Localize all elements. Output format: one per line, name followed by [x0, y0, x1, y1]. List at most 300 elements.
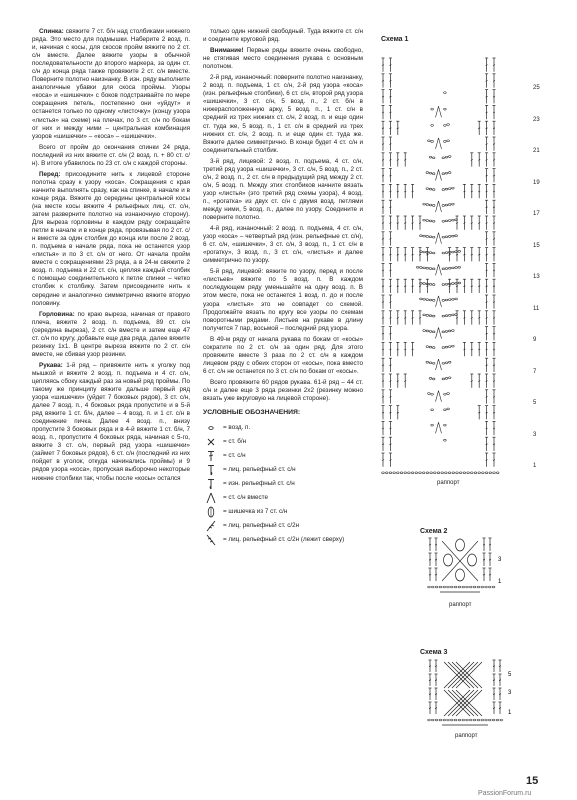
- dc-symbol: [478, 374, 481, 388]
- chain-symbol: [462, 586, 465, 588]
- dc-symbol: [389, 216, 392, 230]
- legend-item: [203, 534, 363, 546]
- scheme2-rapport-label: раппорт: [449, 602, 472, 608]
- chain-symbol: [432, 284, 435, 286]
- fork-symbol: [439, 422, 442, 433]
- chain-symbol: [432, 268, 435, 270]
- paragraph-heading: Внимание!: [210, 47, 244, 55]
- chain-symbol: [426, 330, 429, 332]
- chain-symbol: [426, 314, 429, 316]
- chain-symbol: [428, 393, 431, 395]
- dc-symbol: [478, 121, 481, 135]
- dc-symbol: [389, 200, 392, 214]
- dc-symbol: [429, 688, 432, 700]
- dc-symbol: [382, 74, 385, 88]
- chain-symbol: [445, 377, 448, 379]
- dc-symbol: [493, 263, 496, 277]
- dc-symbol: [499, 660, 502, 672]
- chain-symbol: [445, 346, 448, 348]
- dc-symbol: [396, 374, 399, 388]
- chain-symbol: [432, 362, 435, 364]
- dc-symbol: [382, 295, 385, 309]
- chain-symbol: [445, 331, 448, 333]
- chain-symbol: [432, 205, 435, 207]
- dc-symbol: [389, 279, 392, 293]
- dc-symbol: [389, 421, 392, 435]
- dc-symbol: [485, 248, 488, 262]
- dc-symbol: [411, 311, 414, 325]
- dc-symbol: [463, 216, 466, 230]
- dc-symbol: [493, 121, 496, 135]
- chain-symbol: [426, 236, 429, 238]
- dc-symbol: [404, 216, 407, 230]
- fork-symbol: [436, 138, 439, 149]
- chain-symbol: [432, 299, 435, 301]
- legend: [203, 409, 363, 546]
- dc-symbol: [485, 232, 488, 246]
- scheme1-diagram: [377, 44, 527, 474]
- fork-symbol: [439, 201, 442, 212]
- dc-symbol: [382, 248, 385, 262]
- dc-symbol: [396, 406, 399, 420]
- chain-symbol: [448, 267, 451, 269]
- chain-symbol: [432, 586, 435, 588]
- chain-symbol: [452, 235, 455, 237]
- chain-symbol: [435, 719, 438, 721]
- fork-symbol: [439, 328, 442, 339]
- chain-symbol: [428, 719, 431, 721]
- scheme2-title: Схема 2: [420, 528, 448, 535]
- chain-symbol: [448, 346, 451, 348]
- chain-symbol: [385, 472, 388, 474]
- paragraph-text: свяжите 7 ст. б/н над столбиками нижнего ряда. Это место для подмышки. Наберите 2 возд. п. и, начиная с косы, для скосов пройм вяжите по 2 ст. с/н вместе. Далее вяжите узоры в обычной последовательности до второго маркера, за один ст. с/н до конца ряда также провяжите 2 ст. с/н вместе. Поверните полотно наизнанку. В изн. ряду выполните аналогичные убавки для скоса проймы. Узоры «коса» и «шишечки» с боков подстраивайте по мере сокращения петель, постепенно они «уйдут» и останется только по одному «листочку» (концу узора «листья» на схеме) на плечах, по 3 ст. с/н по бокам от них и между ними – центральная комбинация узоров «шишечки» – «коса» – «шишечки».: [32, 28, 190, 140]
- scheme2-row-number: 3: [498, 557, 502, 563]
- fork-symbol: [439, 264, 442, 275]
- chain-symbol: [448, 330, 451, 332]
- chain-symbol: [432, 331, 435, 333]
- dc-symbol: [493, 327, 496, 341]
- chain-symbol: [448, 172, 451, 174]
- chain-symbol: [452, 298, 455, 300]
- chain-symbol: [455, 298, 458, 300]
- dc-symbol: [470, 311, 473, 325]
- dc-symbol: [419, 216, 422, 230]
- chain-symbol: [437, 472, 440, 474]
- dc-symbol: [389, 184, 392, 198]
- back-post-dc-icon: [203, 478, 219, 490]
- dc-symbol: [485, 358, 488, 372]
- chain-symbol: [448, 188, 451, 190]
- dc-symbol: [448, 248, 451, 262]
- chain-symbol: [445, 236, 448, 238]
- paragraph: [203, 47, 363, 71]
- dc-symbol: [382, 406, 385, 420]
- legend-label: = лиц. рельефный ст. с/н: [223, 466, 296, 474]
- dc-symbol: [485, 279, 488, 293]
- legend-item: [203, 520, 363, 532]
- chain-symbol: [444, 124, 447, 126]
- chain-symbol: [458, 586, 461, 588]
- dc-symbol: [485, 342, 488, 356]
- dc-symbol: [382, 358, 385, 372]
- chain-symbol: [429, 283, 432, 285]
- dc-symbol: [463, 279, 466, 293]
- dc-symbol: [382, 390, 385, 404]
- dc-symbol: [382, 279, 385, 293]
- paragraph: [203, 74, 363, 154]
- dc-symbol: [435, 688, 438, 700]
- dc-symbol: [419, 279, 422, 293]
- chain-symbol: [442, 378, 445, 380]
- paragraph: [203, 28, 363, 44]
- dc-symbol: [485, 169, 488, 183]
- dc-symbol: [485, 406, 488, 420]
- chain-symbol: [455, 267, 458, 269]
- chain-symbol: [481, 586, 484, 588]
- dc-symbol: [489, 538, 492, 551]
- chain-symbol: [434, 472, 437, 474]
- dc-symbol: [389, 232, 392, 246]
- chain-symbol: [429, 172, 432, 174]
- legend-label: = лиц. рельефный ст. с/2н (лежит сверху): [223, 536, 345, 544]
- dc-symbol: [499, 674, 502, 686]
- dc-symbol: [389, 90, 392, 104]
- dc-symbol: [382, 216, 385, 230]
- scheme1-title: Схема 1: [381, 36, 409, 43]
- chain-symbol: [496, 472, 499, 474]
- chain-symbol: [445, 283, 448, 285]
- chain-symbol: [397, 472, 400, 474]
- scheme3-rapport-label: раппорт: [455, 733, 478, 739]
- dc-symbol: [389, 248, 392, 262]
- paragraph-heading: Горловина:: [39, 310, 75, 318]
- chain-symbol: [442, 347, 445, 349]
- fork-symbol: [436, 296, 439, 307]
- chain-symbol: [445, 315, 448, 317]
- dc-symbol: [389, 437, 392, 451]
- chain-symbol: [444, 108, 447, 110]
- paragraph-text: Всего провяжите 60 рядов рукава. 61-й ряд – 44 ст. с/н и далее еще 3 ряда резинки 2х2 (резинку можно вязать уже вкруговую на лицевой стороне).: [203, 378, 363, 403]
- scheme3-row-number: 1: [508, 710, 512, 716]
- dc-symbol: [382, 90, 385, 104]
- dc-symbol: [485, 153, 488, 167]
- paragraph: [203, 225, 363, 265]
- dc-symbol: [435, 553, 438, 566]
- dc-symbol: [478, 216, 481, 230]
- chain-symbol: [448, 220, 451, 222]
- chain-symbol: [420, 298, 423, 300]
- paragraph-heading: Спинка:: [39, 28, 64, 35]
- chain-symbol: [454, 586, 457, 588]
- legend-label: = ст. с/н: [223, 452, 246, 460]
- chain-symbol: [445, 299, 448, 301]
- chain-symbol: [432, 252, 435, 254]
- dc-symbol: [389, 121, 392, 135]
- chain-symbol: [441, 472, 444, 474]
- chain-symbol: [431, 108, 434, 110]
- chain-symbol: [492, 586, 495, 588]
- chain-symbol: [447, 393, 450, 395]
- scheme1-row-number: 23: [533, 116, 540, 123]
- legend-item: [203, 506, 363, 518]
- front-post-dc-icon: [203, 464, 219, 476]
- dc-symbol: [493, 216, 496, 230]
- paragraph-text: 2-й ряд, изнаночный: поверните полотно наизнанку, 2 возд. п. подъема, 1 ст. с/н, 2-й ряд узора «коса» (изн. рельефные столбики), 6 ст. с/н, второй ряд узора «шишечки», 3 ст. с/н, 5 возд. п., 2 ст. б/н в нижерасположенную арку, 5 возд. п., 1 ст. с/н в средний из трех нижних ст. с/н, 2 возд. п. и еще один ст. туда же, 5 возд. п., 1 ст. с/н в средний из трех нижних ст. с/н, 2 возд. п. и еще один ст. туда же. Вяжите далее симметрично. В конце будет 4 ст. с/н и соединительный столбик.: [203, 74, 363, 154]
- paragraph-text: Первые ряды вяжите очень свободно, не стягивая место соединения рукава с основным полотном.: [203, 47, 363, 71]
- dc-symbol: [499, 702, 502, 714]
- dc-symbol: [485, 421, 488, 435]
- dc-symbol: [396, 311, 399, 325]
- paragraph-text: Всего от пройм до окончания спинки 24 ряда, последний из них вяжите ст. с/н (2 возд. п. + 80 ст. с/н). В итоге убавилось по 23 ст. с/н с каждой стороны.: [32, 143, 190, 167]
- dc-symbol: [389, 169, 392, 183]
- scheme3-diagram: [426, 658, 516, 728]
- dc-symbol: [485, 327, 488, 341]
- chain-symbol: [452, 203, 455, 205]
- chain-symbol: [492, 719, 495, 721]
- dc-symbol: [419, 311, 422, 325]
- dc-symbol: [404, 153, 407, 167]
- dc-symbol: [456, 311, 459, 325]
- dc-symbol: [483, 538, 486, 551]
- dc-symbol: [396, 153, 399, 167]
- dc-symbol: [493, 374, 496, 388]
- chain-symbol: [432, 719, 435, 721]
- dc-symbol: [404, 184, 407, 198]
- dc-symbol: [429, 674, 432, 686]
- chain-symbol: [444, 141, 447, 143]
- scheme1-row-number: 9: [533, 337, 537, 343]
- dc-symbol: [485, 184, 488, 198]
- dc-symbol: [493, 453, 496, 467]
- chain-symbol: [473, 586, 476, 588]
- dc-symbol: [463, 248, 466, 262]
- chain-symbol: [447, 586, 450, 588]
- dc-symbol: [382, 311, 385, 325]
- chain-symbol: [445, 220, 448, 222]
- dc-symbol: [382, 437, 385, 451]
- dc-symbol: [435, 538, 438, 551]
- dc-symbol: [493, 232, 496, 246]
- dc-symbol: [463, 311, 466, 325]
- chain-symbol: [452, 472, 455, 474]
- chain-symbol: [447, 408, 450, 410]
- chain-symbol: [432, 378, 435, 380]
- dc-symbol: [478, 279, 481, 293]
- dc-symbol: [382, 169, 385, 183]
- chain-symbol: [448, 314, 451, 316]
- chain-symbol: [458, 250, 461, 252]
- legend-label: = шишечка из 7 ст. с/н: [223, 508, 288, 516]
- chain-symbol: [420, 235, 423, 237]
- dc-symbol: [382, 327, 385, 341]
- chain-symbol: [485, 719, 488, 721]
- chain-symbol: [496, 719, 499, 721]
- chain-symbol: [442, 252, 445, 254]
- scheme3-row-number: 3: [508, 690, 512, 696]
- dc-symbol: [493, 58, 496, 72]
- dc-symbol: [396, 184, 399, 198]
- dc-symbol: [382, 153, 385, 167]
- chain-symbol: [442, 268, 445, 270]
- scheme2-row-number: 1: [498, 579, 502, 585]
- scheme1-row-number: 19: [533, 179, 540, 186]
- fork-symbol: [439, 106, 442, 117]
- chain-symbol: [471, 472, 474, 474]
- dc-symbol: [404, 279, 407, 293]
- text-column-left: [32, 28, 190, 486]
- chain-symbol: [463, 472, 466, 474]
- dc-symbol: [396, 248, 399, 262]
- dc-symbol: [470, 374, 473, 388]
- chain-symbol: [445, 204, 448, 206]
- dc-symbol: [493, 153, 496, 167]
- dc-symbol: [493, 311, 496, 325]
- chain-symbol: [429, 331, 432, 333]
- chain-symbol: [478, 472, 481, 474]
- dc-symbol: [426, 248, 429, 262]
- chain-symbol: [429, 252, 432, 254]
- scheme3-row-number: 5: [508, 672, 512, 678]
- scheme1-row-number: 1: [533, 463, 537, 469]
- chain-symbol: [442, 284, 445, 286]
- chain-symbol: [445, 472, 448, 474]
- dc-symbol: [389, 342, 392, 356]
- fork-symbol: [439, 170, 442, 181]
- chain-symbol: [419, 472, 422, 474]
- scheme2-diagram: [426, 537, 506, 597]
- chain-symbol: [432, 236, 435, 238]
- legend-label: = ст. с/н вместе: [223, 494, 268, 502]
- dc-symbol: [483, 568, 486, 581]
- dc-symbol: [389, 406, 392, 420]
- dc-symbol: [485, 74, 488, 88]
- chain-symbol: [404, 472, 407, 474]
- dc-symbol: [389, 358, 392, 372]
- dc-symbol: [489, 553, 492, 566]
- paragraph-text: 1-й ряд – привяжите нить к уголку под мышкой и вяжите 2 возд. п. подъема и 4 ст. с/н, цепляясь сбоку каждый раз за новый ряд проймы. По такому же принципу вяжите дальше первый ряд узора «шишечки» (уйдет 7 боковых рядов), 3 ст. с/н, далее 7 возд. п., 4 боковых ряда пропустите и в 5-й ряд вяжите 1 ст. б/н, далее – 4 возд. п. и 1 ст. с/н в соединение пичка. Далее 4 возд. п., внизу пропустите 3 боковых ряда и в 4-й вяжите 1 ст. б/н, 7 возд. п., пропустите 4 боковых ряда, начиная с 5-го, вяжите 3 ст. с/н, первый ряд узора «шишечки» (займет 7 боковых рядов), 6 ст. с/н (последний из них пойдет в уголок, откуда начинались проймы) и 9 рядов узора «коса», пропуская выборочно некоторые нижние столбики так, чтобы после «косы» остался: [32, 361, 190, 482]
- chain-symbol: [459, 472, 462, 474]
- scheme3-title: Схема 3: [420, 649, 448, 656]
- dc-symbol: [382, 263, 385, 277]
- dc-symbol: [493, 74, 496, 88]
- chain-symbol: [432, 189, 435, 191]
- chain-symbol: [426, 267, 429, 269]
- paragraph: [32, 171, 190, 308]
- legend-item: [203, 450, 363, 462]
- chain-symbol: [400, 472, 403, 474]
- chain-symbol: [432, 315, 435, 317]
- dc-symbol: [493, 90, 496, 104]
- dc-symbol: [426, 279, 429, 293]
- chain-symbol: [470, 586, 473, 588]
- chain-symbol: [458, 719, 461, 721]
- legend-item: [203, 478, 363, 490]
- chain-symbol: [467, 472, 470, 474]
- dc-symbol: [493, 702, 496, 714]
- dc-symbol: [382, 421, 385, 435]
- fork-symbol: [439, 233, 442, 244]
- chain-symbol: [474, 472, 477, 474]
- dc-symbol: [493, 169, 496, 183]
- dc-symbol: [389, 105, 392, 119]
- chain-symbol: [423, 235, 426, 237]
- fork-symbol: [439, 296, 442, 307]
- chain-symbol: [458, 266, 461, 268]
- fork-symbol: [436, 422, 439, 433]
- chain-symbol: [422, 472, 425, 474]
- dc-symbol: [404, 248, 407, 262]
- dc-symbol: [411, 184, 414, 198]
- chain-symbol: [448, 472, 451, 474]
- dc-symbol: [389, 374, 392, 388]
- chain-symbol: [454, 719, 457, 721]
- chain-symbol: [452, 219, 455, 221]
- chain-symbol: [432, 173, 435, 175]
- chain-symbol: [448, 156, 451, 158]
- dc-symbol: [485, 90, 488, 104]
- dc-symbol: [493, 184, 496, 198]
- chain-symbol: [431, 393, 434, 395]
- dc-symbol: [493, 406, 496, 420]
- chain-symbol: [452, 283, 455, 285]
- dc-symbol: [435, 660, 438, 672]
- paragraph-text: 4-й ряд, изнаночный: 2 возд. п. подъема, 4 ст. с/н, узор «коса» – четвертый ряд (изн. рельефные ст. с/н), 6 ст. с/н, «шишечки», 3 ст. с/н, 3 возд. п., 1 ст. с/н в «рогатку», 3 возд. п., 3 ст. с/н, «листья» и далее симметрично по узору.: [203, 225, 363, 265]
- dc-symbol: [493, 358, 496, 372]
- paragraph-text: В 49-м ряду от начала рукава по бокам от «косы» сократите по 2 ст. с/н за один ряд. Для этого провяжите вместе 3 раза по 2 ст. с/н в каждом лицевом ряду с обеих сторон от «косы», пока вместо 6 ст. с/н не останется по 3 ст. с/н по бокам от «косы».: [203, 335, 363, 375]
- chain-symbol: [447, 124, 450, 126]
- dc-symbol: [493, 660, 496, 672]
- chain-symbol: [445, 188, 448, 190]
- paragraph-text: 3-й ряд, лицевой: 2 возд. п. подъема, 4 ст. с/н, третий ряд узора «шишечки», 3 ст. с/н, 5 возд. п., 2 ст. с/н, 2 возд. п., 2 ст. с/н в предыдущий ряд между 2 ст. с/н, 5 возд. п. Между этих столбиков начните вязать узор «листья» (это третий ряд схемы узора), 4 возд. п., «рогатка» из двух ст. с/н с двумя возд. петлями между ними, 5 возд. п., далее по узору. Соедините и поверните полотно.: [203, 157, 363, 222]
- chain-symbol: [482, 472, 485, 474]
- dc-symbol: [429, 660, 432, 672]
- dc-symbol: [478, 311, 481, 325]
- paragraph: [203, 158, 363, 222]
- chain-symbol: [426, 204, 429, 206]
- dc-symbol: [485, 263, 488, 277]
- chain-symbol: [443, 586, 446, 588]
- chain-symbol: [423, 267, 426, 269]
- dc-symbol: [478, 406, 481, 420]
- dc-symbol: [389, 453, 392, 467]
- dc-symbol: [493, 295, 496, 309]
- chain-symbol: [481, 719, 484, 721]
- dc-symbol: [456, 248, 459, 262]
- dc-symbol: [404, 342, 407, 356]
- dc-symbol: [493, 437, 496, 451]
- bobble-symbol: [444, 554, 453, 566]
- dc-symbol: [389, 390, 392, 404]
- fork-symbol: [439, 391, 442, 402]
- chain-symbol: [429, 268, 432, 270]
- dc-symbol: [389, 74, 392, 88]
- chain-symbol: [442, 220, 445, 222]
- chain-symbol: [485, 472, 488, 474]
- dc-symbol: [419, 248, 422, 262]
- dc-symbol: [382, 232, 385, 246]
- dc-symbol: [485, 216, 488, 230]
- dc-together-icon: [203, 492, 219, 504]
- chain-symbol: [448, 236, 451, 238]
- dc-symbol: [485, 374, 488, 388]
- chain-symbol: [466, 719, 469, 721]
- dc-symbol: [448, 279, 451, 293]
- dc-symbol: [396, 279, 399, 293]
- chain-symbol: [416, 266, 419, 268]
- chain-symbol: [442, 299, 445, 301]
- chain-symbol: [477, 586, 480, 588]
- paragraph: [203, 379, 363, 403]
